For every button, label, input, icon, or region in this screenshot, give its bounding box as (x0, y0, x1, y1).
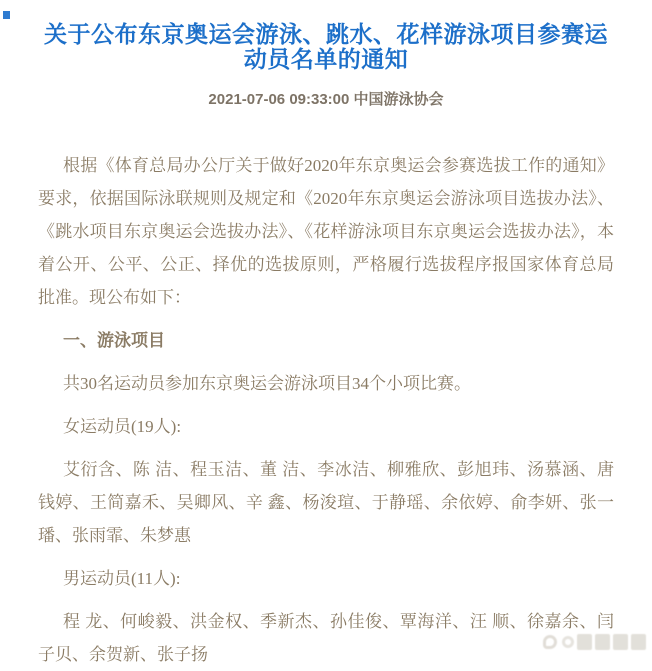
notice-body (38, 149, 614, 671)
notice-title-line1: 关于公布东京奥运会游泳、跳水、花样游泳项目参赛运 (44, 22, 608, 48)
male-athletes-list: 程 龙、何峻毅、洪金权、季新杰、孙佳俊、覃海洋、汪 顺、徐嘉余、闫子贝、余贺新、张子扬 (38, 611, 614, 664)
watermark-glyph (613, 634, 628, 650)
notice-title-line2: 动员名单的通知 (243, 47, 409, 73)
watermark-glyph (631, 634, 646, 650)
watermark-logo-icon (543, 635, 557, 649)
corner-artifact-mark (3, 11, 10, 19)
female-athletes-list: 艾衍含、陈 洁、程玉洁、董 洁、李冰洁、柳雅欣、彭旭玮、汤慕涵、唐钱婷、王简嘉禾、吴卿风、辛 鑫、杨浚瑄、于静瑶、余依婷、俞李妍、张一璠、张雨霏、朱梦惠 (38, 459, 614, 545)
intro-paragraph: 根据《体育总局办公厅关于做好2020年东京奥运会参赛选拔工作的通知》要求，依据国际泳联规则及规定和《2020年东京奥运会游泳项目选拔办法》、《跳水项目东京奥运会选拔办法》、《花样游泳项目东京奥运会选拔办法》，本着公开、公平、公正、择优的选拔原则，严格履行选拔程序报国家体育总局批准。现公布如下： (38, 155, 614, 307)
publish-date: 2021-07-06 09:33:00 (208, 90, 350, 108)
notice-title (38, 22, 614, 72)
swimming-summary: 共30名运动员参加东京奥运会游泳项目34个小项比赛。 (63, 373, 471, 393)
female-athletes-label: 女运动员(19人): (63, 416, 182, 436)
meta-line (38, 88, 614, 109)
watermark-glyph (595, 634, 610, 650)
watermark (543, 634, 646, 650)
male-athletes-label: 男运动员(11人): (63, 568, 181, 588)
watermark-glyph (577, 634, 592, 650)
watermark-at-icon (562, 636, 574, 648)
section-heading-swimming: 一、游泳项目 (63, 330, 165, 350)
publish-source: 中国游泳协会 (353, 90, 444, 108)
